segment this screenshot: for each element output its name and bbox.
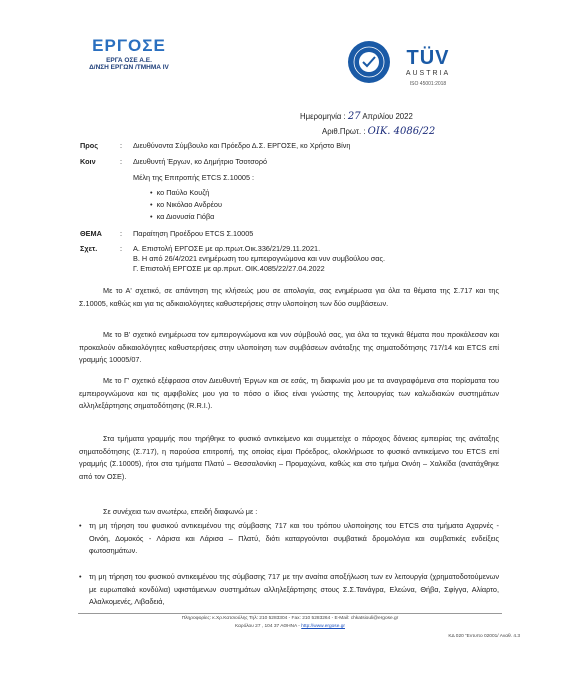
footer-address-text: Καρόλου 27 , 104 37 ΑΘΗΝΑ - xyxy=(235,624,300,629)
paragraph-2: Με το Β' σχετικό ενημέρωσα τον εμπειρογνώμονα και νυν σύμβουλό σας, για όλα τα τεχνικά θέματα που προκάλεσαν και προκαλούν αδικαιολόγητες καθυστερήσεις στην υλοποίηση των συμβάσεων ανάταξης της σηματοδότησης 717/14 και ETCS επί γραμμής 10005/07. xyxy=(79,330,499,364)
bullet-symbol: • xyxy=(79,572,82,581)
pros-recipient: Διευθύνοντα Σύμβουλο και Πρόεδρο Δ.Σ. ΕΡΓΟΣΕ, κο Χρήστο Βίνη xyxy=(133,141,351,150)
paragraph-5: Σε συνέχεια των ανωτέρω, επειδή διαφωνώ με : xyxy=(103,507,258,516)
bullet-symbol: • xyxy=(150,200,153,209)
date-label: Ημερομηνία : xyxy=(300,112,346,121)
footer-divider xyxy=(78,613,502,614)
koin-label: Κοιν xyxy=(80,157,96,166)
koin-recipient: Διευθυντή Έργων, κο Δημήτριο Τσοτσορό xyxy=(133,157,268,166)
ergose-logo xyxy=(70,36,188,71)
bullet-item-1: τη μη τήρηση του φυσικού αντικειμένου της σύμβασης 717 και του τρόπου υλοποίησης του ETCS στα τμήματα Αχαρνές - Οινόη, Δομοκός - Λάρισα και Λάρισα – Πλατύ, διότι καταργούνται συμβατικά δρομολόγια και συμβατικές ενδείξεις φωτοσημάτων. xyxy=(89,521,499,555)
bullet-item-2: τη μη τήρηση του φυσικού αντικειμένου της σύμβασης 717 με την αναίτια αποξήλωση των εν λειτουργία (χρηματοδοτούμενων με ευρωπαϊκά κονδύλια) υφιστάμενων συστημάτων αλληλεξάρτησης στους Σ.Σ.Τανάγρα, Ελεώνα, Θήβα, Σφίγγα, Αλίαρτο, Αλαλκομενές, Λιβαδειά, xyxy=(89,572,499,606)
logo-word: ΕΡΓΟΣΕ xyxy=(92,36,166,55)
logo-company-name: ΕΡΓΑ ΟΣΕ Α.Ε. xyxy=(106,57,152,64)
protocol-handwritten-number: ΟΙΚ. 4086/22 xyxy=(367,126,436,137)
paragraph-1: Με το Α' σχετικό, σε απάντηση της κλήσεώς μου σε απολογία, σας ενημέρωσα για όλα τα θέματα της Σ.717 και της Σ.10005, καθώς και για τις αδικαιολόγητες καθυστερήσεις στην υλοποίηση των δύο συμβάσεων. xyxy=(79,286,499,308)
date-handwritten-day: 27 xyxy=(347,111,361,122)
logo-department: Δ/ΝΣΗ ΕΡΓΩΝ /ΤΜΗΜΑ IV xyxy=(89,64,169,71)
bullet-symbol: • xyxy=(150,212,153,221)
bullet-symbol: • xyxy=(150,188,153,197)
tuv-brand: TÜV xyxy=(406,47,450,69)
date-month-year: Απριλίου 2022 xyxy=(362,112,413,121)
committee-members-title: Μέλη της Επιτροπής ETCS Σ.10005 : xyxy=(133,173,255,182)
tuv-country: AUSTRIA xyxy=(405,70,451,77)
member-item: • κο Νικόλαο Ανδρέου xyxy=(150,200,222,209)
reference-item: Β. Η από 26/4/2021 ενημέρωση του εμπειρογνώμονα και νυν συμβούλου σας. xyxy=(133,254,386,263)
pros-colon: : xyxy=(120,141,123,150)
thema-colon: : xyxy=(120,229,123,238)
sxet-colon: : xyxy=(120,244,123,253)
footer-address xyxy=(78,624,502,629)
paragraph-3: Με το Γ' σχετικό εξέφρασα στον Διευθυντή Έργων και σε εσάς, τη διαφωνία μου με τα αναγραφόμενα στα πορίσματα του εμπειρογνώμονα και τις αμφιβολίες μου για το πόσο ο ίδιος είναι γνώστης της λειτουργίας των καλωδιακών συστημάτων αλληλεξάρτησης σηματοδότησης (R.R.I.). xyxy=(79,376,499,410)
protocol-label: Αριθ.Πρωτ. : xyxy=(322,127,366,136)
tuv-logo xyxy=(392,48,464,87)
member-item: • κα Διονυσία Γιόβα xyxy=(150,212,215,221)
bullet-symbol: • xyxy=(79,521,82,530)
protocol-line xyxy=(322,126,482,137)
reference-item: Α. Επιστολή ΕΡΓΟΣΕ με αρ.πρωτ.Οικ.336/21/29.11.2021. xyxy=(133,244,321,253)
form-code: ΚΔ 020 'Έντυπο 02001/ Αναθ. 4.3 xyxy=(448,634,520,639)
thema-label: ΘΕΜΑ xyxy=(80,229,102,238)
website-link[interactable]: http://www.ergose.gr xyxy=(301,624,345,629)
certification-seal-icon xyxy=(347,40,391,84)
reference-item: Γ. Επιστολή ΕΡΓΟΣΕ με αρ.πρωτ. ΟΙΚ.4085/22/27.04.2022 xyxy=(133,264,325,273)
footer-contact: Πληροφορίες: κ.Χρ.Κατσιούλης Τηλ: 210 5283304 - Fax: 210 5283264 - E-Mail: chkatsiouli@ergose.gr xyxy=(181,616,399,621)
member-item: • κο Παύλο Κουζή xyxy=(150,188,210,197)
iso-standard: ISO 45001:2018 xyxy=(409,81,447,87)
pros-label: Προς xyxy=(80,141,99,150)
paragraph-4: Στα τμήματα γραμμής που τηρήθηκε το φυσικό αντικείμενο και συμμετείχε ο πάροχος δάνειας εμπειρίας της ανάταξης σηματοδότησης (Σ.717), η παρούσα επιτροπή, της οποίας είμαι Πρόεδρος, ολοκλήρωσε το φυσικό αντικείμενο του ETCS επί γραμμής (Σ.10005), ήτοι στα τμήματα Πλατύ – Θεσσαλονίκη – Προμαχώνα, καθώς και στο τμήμα Οινόη – Χαλκίδα (ανατάχθηκε από τον ΟΣΕ). xyxy=(79,434,499,481)
koin-colon: : xyxy=(120,157,123,166)
date-line xyxy=(300,111,475,122)
subject-text: Παραίτηση Προέδρου ETCS Σ.10005 xyxy=(133,229,254,238)
references-list xyxy=(133,244,523,274)
sxet-label: Σχετ. xyxy=(80,244,98,253)
